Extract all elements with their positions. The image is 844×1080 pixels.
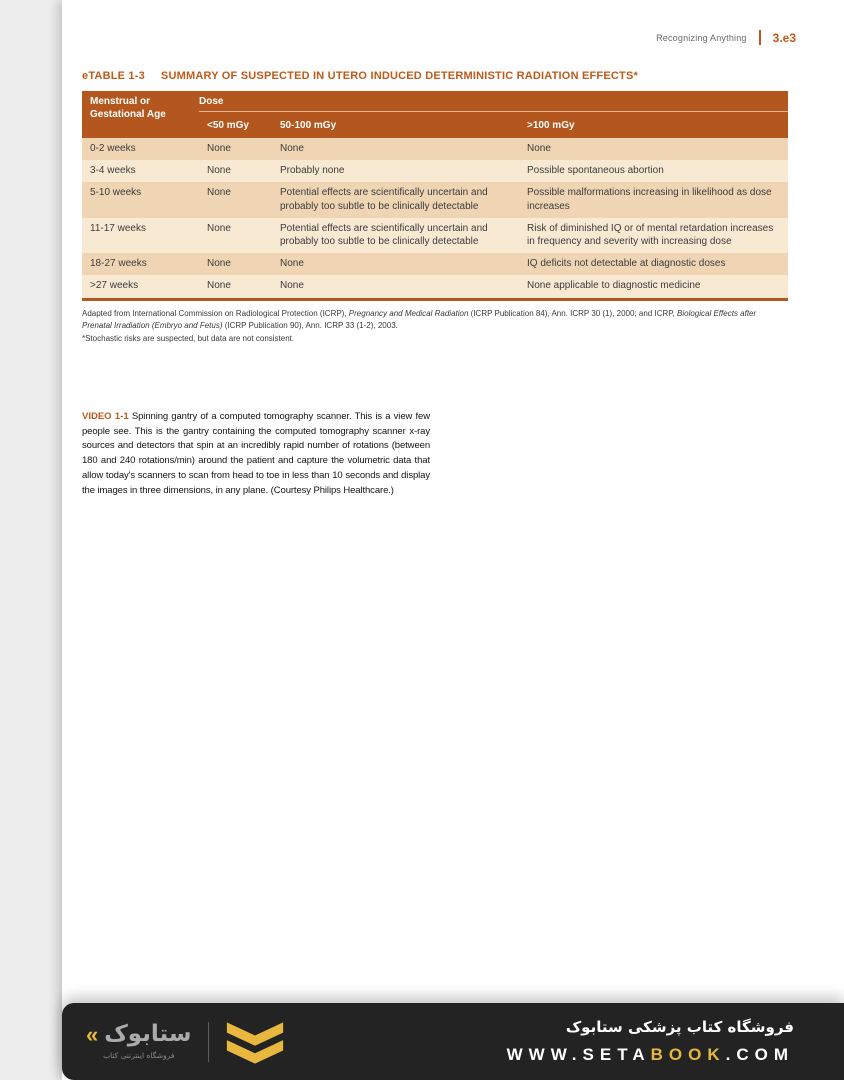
effect-cell: None	[280, 143, 304, 154]
page-number: 3.e3	[772, 30, 796, 45]
effect-cell: None	[207, 280, 231, 292]
effect-cell: None	[207, 143, 231, 154]
book-page	[62, 0, 844, 1080]
effect-cell: None	[207, 165, 231, 177]
asterisk-note: *Stochastic risks are suspected, but data are not consistent.	[82, 334, 295, 343]
age-cell: >27 weeks	[90, 280, 139, 292]
logo-farsi-text: ستابوک	[104, 1021, 192, 1047]
store-tagline: فروشگاه کتاب پزشکی ستابوک	[565, 1018, 794, 1036]
logo-subtext: فروشگاه اینترنتی کتاب	[103, 1051, 175, 1060]
website-letter-group: BOOK	[650, 1045, 726, 1064]
age-cell: 18-27 weeks	[90, 258, 147, 270]
etable-body	[82, 138, 788, 299]
radiation-effects-table	[82, 91, 788, 301]
table-header	[82, 91, 788, 138]
effect-cell: Potential effects are scientifically uncertain and probably too subtle to be clinically detectable	[280, 187, 488, 212]
effect-cell: IQ deficits not detectable at diagnostic doses	[527, 258, 726, 270]
table-source-note	[82, 308, 788, 332]
effect-cell: None	[207, 222, 231, 234]
effect-cell: None	[207, 187, 231, 199]
effect-cell: None applicable to diagnostic medicine	[527, 280, 701, 292]
footer-text-block	[507, 1018, 794, 1065]
effect-cell: None	[280, 280, 304, 292]
footer-divider	[208, 1022, 209, 1062]
section-title: Recognizing Anything	[656, 32, 747, 43]
age-cell: 5-10 weeks	[90, 187, 142, 199]
source-note-segment: Biological Effects after Prenatal Irradiation (Embryo and Fetus)	[82, 309, 757, 330]
effect-cell: Possible malformations increasing in likelihood as dose increases	[527, 187, 772, 212]
effect-cell: None	[280, 258, 304, 270]
table-label: eTABLE 1-3	[82, 70, 145, 82]
logo-row	[86, 1023, 192, 1046]
col-header-50-100: 50-100 mGy	[272, 112, 519, 139]
dose-group-header: Dose	[199, 91, 788, 112]
effect-cell: None	[207, 258, 231, 270]
effect-cell: Possible spontaneous abortion	[527, 165, 664, 177]
effect-cell: Risk of diminished IQ or of mental retardation increases in frequency and severity with increasing dose	[527, 222, 774, 247]
setabook-logo	[86, 1023, 192, 1060]
website-letter-group: .COM	[725, 1045, 794, 1064]
footer-bar	[62, 1003, 844, 1080]
table-footnotes	[82, 308, 788, 345]
dose-group-row	[82, 91, 788, 112]
table-row	[82, 275, 788, 299]
table-row	[82, 253, 788, 275]
table-title-row	[82, 70, 788, 82]
age-cell: 3-4 weeks	[90, 165, 136, 177]
table-row	[82, 182, 788, 217]
running-head	[656, 30, 796, 45]
website-letter-group: SETA	[582, 1045, 651, 1064]
effect-cell: Probably none	[280, 165, 345, 177]
chevron-left-icon: «	[86, 1021, 99, 1047]
age-cell: 0-2 weeks	[90, 143, 136, 154]
source-note-segment: (ICRP Publication 84), Ann. ICRP 30 (1), 2000; and ICRP,	[468, 309, 677, 318]
effect-cell: Potential effects are scientifically uncertain and probably too subtle to be clinically detectable	[280, 222, 488, 247]
source-note-segment: Pregnancy and Medical Radiation	[348, 309, 469, 318]
col-header-lt50: <50 mGy	[199, 112, 272, 139]
effect-cell: None	[527, 143, 551, 154]
table-row	[82, 138, 788, 160]
video-caption-label: VIDEO 1-1	[82, 411, 129, 422]
table-row	[82, 218, 788, 253]
footer-website	[507, 1045, 794, 1065]
setabook-emblem-icon	[225, 1020, 285, 1064]
source-note-segment: Adapted from International Commission on Radiological Protection (ICRP),	[82, 309, 349, 318]
header-divider	[759, 30, 761, 45]
website-letter-group: WWW.	[506, 1045, 583, 1064]
table-row	[82, 160, 788, 182]
age-cell: 11-17 weeks	[90, 222, 146, 234]
table-title: SUMMARY OF SUSPECTED IN UTERO INDUCED DETERMINISTIC RADIATION EFFECTS*	[160, 70, 638, 82]
col-header-gt100: >100 mGy	[519, 112, 788, 139]
video-caption-text: Spinning gantry of a computed tomography scanner. This is a view few people see. This is the gantry containing the computed tomography scanner x-ray sources and detectors that spin at an incredibly rapid number of rotations (between 180 and 240 rotations/min) around the patient and capture the volumetric data that allow today's scanners to scan from head to toe in less than 10 seconds and display the images in three dimensions, in any plane. (Courtesy Philips Healthcare.)	[82, 411, 430, 496]
age-column-header: Menstrual or Gestational Age	[82, 91, 199, 138]
source-note-segment: (ICRP Publication 90), Ann. ICRP 33 (1-2), 2003.	[222, 321, 398, 330]
video-caption	[82, 410, 430, 498]
